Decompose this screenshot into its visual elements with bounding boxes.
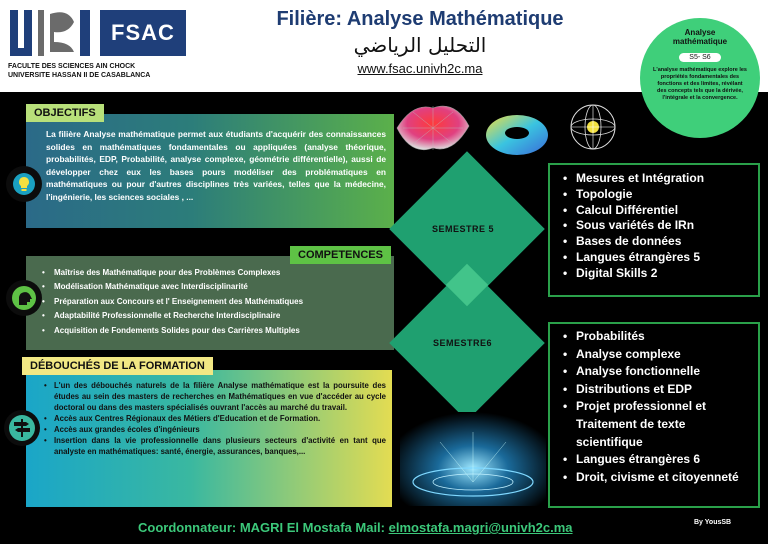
fsac-logo [8, 6, 186, 84]
list-item: • Maîtrise des Mathématique pour des Problèmes Complexes [54, 266, 390, 280]
list-item: • Préparation aux Concours et l' Enseignement des Mathématiques [54, 295, 390, 309]
list-item: • Bases de données [576, 234, 748, 250]
competences-list [54, 266, 390, 338]
list-item: • Adaptabilité Professionnelle et Recherche Interdisciplinaire [54, 309, 390, 323]
website-link[interactable]: www.fsac.univh2c.ma [357, 61, 483, 76]
list-item: • Insertion dans la vie professionnelle dans plusieurs secteurs d'activité en tant que analyste en mathématiques: santé, énergie, assurances, banques,... [54, 435, 386, 457]
semester6-modules-list [550, 324, 758, 486]
list-item: • Probabilités [576, 328, 748, 346]
list-item: • Droit, civisme et citoyenneté [576, 469, 748, 487]
logo-subtitle [8, 62, 186, 80]
surface-plot-image [393, 98, 473, 158]
faculty-name: FACULTE DES SCIENCES AIN CHOCK [8, 63, 136, 70]
career-outcomes-list [54, 380, 386, 457]
career-outcomes-panel [26, 370, 392, 507]
lightbulb-icon [6, 166, 42, 202]
science-lights-image [400, 412, 546, 506]
coordinator-footer [138, 520, 573, 535]
competences-panel [26, 256, 394, 350]
list-item: • Langues étrangères 6 [576, 451, 748, 469]
torus-image [484, 112, 550, 158]
list-item: • Acquisition de Fondements Solides pour des Carrières Multiples [54, 324, 390, 338]
badge-title-line1: Analyse [684, 28, 716, 37]
semester6-label: SEMESTRE6 [433, 338, 493, 348]
semester5-modules-box [548, 163, 760, 297]
university-name: UNIVERSITE HASSAN II DE CASABLANCA [8, 72, 151, 79]
list-item: • Mesures et Intégration [576, 171, 748, 187]
program-title-arabic: التحليل الرياضي [353, 33, 487, 57]
semester5-modules-list [550, 165, 758, 282]
objectives-panel [26, 114, 394, 228]
summary-badge [640, 18, 760, 138]
fsac-wordmark: FSAC [100, 10, 186, 56]
coordinator-label: Coordonnateur: MAGRI El Mostafa Mail: [138, 520, 389, 535]
semester-code-pill: S5- S6 [679, 53, 720, 62]
brain-head-icon [6, 280, 42, 316]
list-item: • Digital Skills 2 [576, 266, 748, 282]
title-block [230, 8, 610, 76]
list-item: • Analyse complexe [576, 346, 748, 364]
semester5-label: SEMESTRE 5 [432, 224, 495, 234]
badge-description: L'analyse mathématique explore les propriétés fondamentales des fonctions et des limites, révélant des concepts tels que la dérivée, l'intégrale et la convergence. [653, 67, 747, 101]
career-outcomes-heading: DÉBOUCHÉS DE LA FORMATION [22, 357, 213, 375]
sphere-diagram-image [566, 100, 620, 154]
list-item: • Sous variétés de IRn [576, 218, 748, 234]
coordinator-email-link[interactable]: elmostafa.magri@univh2c.ma [388, 520, 573, 535]
university-logo-icon [8, 8, 96, 58]
list-item: • Topologie [576, 187, 748, 203]
competences-heading: COMPETENCES [290, 246, 391, 264]
list-item: • Calcul Différentiel [576, 203, 748, 219]
author-byline: By YousSB [694, 519, 732, 526]
objectives-heading: OBJECTIFS [26, 104, 104, 122]
semester6-modules-box [548, 322, 760, 508]
list-item: • Projet professionnel et Traitement de texte scientifique [576, 398, 748, 451]
list-item: • L'un des débouchés naturels de la filière Analyse mathématique est la poursuite des études au sein des masters de recherches en Mathématiques en vue d'accéder au cycle doctoral ou dans des masters spécialisés ouvrant l'accès au marché du travail. [54, 380, 386, 413]
objectives-text: La filière Analyse mathématique permet aux étudiants d'acquérir des connaissances solides en mathématiques fondamentales ou appliquées (analyse théorique, probabilités, EDP, Probabilité, analyse complexe, géométrie différentielle), aussi de développer chez eux les bases pours modéliser des problématiques en mathématiques ou pour d'autres disciplines très variées, telles que la médecine, l'ingénierie, les sciences sociales , ... [46, 129, 386, 202]
signpost-icon [4, 410, 40, 446]
list-item: • Analyse fonctionnelle [576, 363, 748, 381]
list-item: • Langues étrangères 5 [576, 250, 748, 266]
badge-title-line2: mathématique [672, 37, 728, 46]
list-item: • Accès aux grandes écoles d'ingénieurs [54, 424, 386, 435]
list-item: • Distributions et EDP [576, 381, 748, 399]
program-title: Filière: Analyse Mathématique [276, 8, 564, 30]
list-item: • Modélisation Mathématique avec Interdisciplinarité [54, 280, 390, 294]
list-item: • Accès aux Centres Régionaux des Métiers d'Education et de Formation. [54, 413, 386, 424]
